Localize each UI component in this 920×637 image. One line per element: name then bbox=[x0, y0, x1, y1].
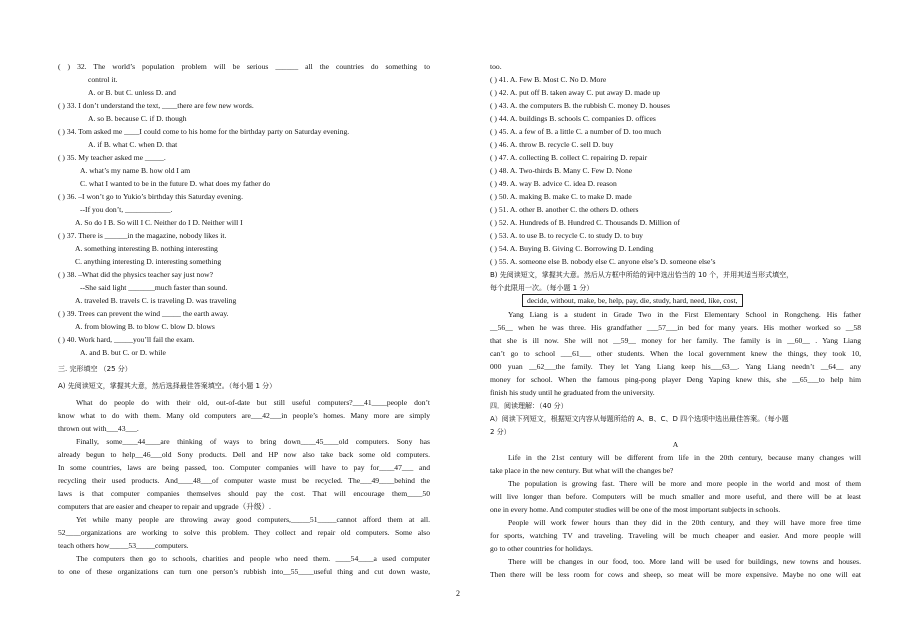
right-text-line: There will be changes in our food, too. More land will be used for buildings, new towns and houses. bbox=[508, 557, 861, 566]
right-text-line: ( ) 51. A. other B. another C. the others D. others bbox=[490, 205, 639, 214]
left-text-line: ( ) 39. Trees can prevent the wind _____ the earth away. bbox=[58, 309, 229, 318]
left-text-line: What do people do with their old, out-of-date but still useful computers?___41____people don’t bbox=[76, 398, 430, 407]
right-text-line: too. bbox=[490, 62, 502, 71]
page-number: 2 bbox=[456, 589, 460, 598]
right-text-line: B) 先阅读短文，掌握其大意。然后从方框中所给的词中选出恰当的 10 个，并用其适当形式填空， bbox=[490, 271, 794, 279]
right-text-line: ( ) 43. A. the computers B. the rubbish C. money D. houses bbox=[490, 101, 670, 110]
left-text-line: A. so B. because C. if D. though bbox=[88, 114, 187, 123]
right-text-line: will live longer than before. Computers will be much smaller and more useful, and there will be at least bbox=[490, 492, 861, 501]
left-text-line: A. from blowing B. to blow C. blow D. blows bbox=[75, 322, 215, 331]
left-text-line: thrown out with___43___. bbox=[58, 424, 139, 433]
left-text-line: laws is that computer companies themselves should pay the cost. That will encourage them____50 bbox=[58, 489, 430, 498]
left-text-line: ( ) 33. I don’t understand the text, ____there are few new words. bbox=[58, 101, 254, 110]
right-text-line: ( ) 42. A. put off B. taken away C. put away D. made up bbox=[490, 88, 661, 97]
left-text-line: 52____organizations are working to solve this problem. They collect and repair old computers. Some also bbox=[58, 528, 430, 537]
left-text-line: know what to do with them. Many old computers are___42___in people’s homes. Many more are simply bbox=[58, 411, 430, 420]
left-text-line: ( ) 38. –What did the physics teacher say just now? bbox=[58, 270, 213, 279]
left-text-line: 三. 完形填空 （25 分） bbox=[58, 365, 132, 373]
right-text-line: can’t go to school ___61___ other students. When the local government knew the things, they took 10, bbox=[490, 349, 861, 358]
left-text-line: to one of these organizations can turn one person’s rubbish into__55____useful thing and cut down waste, bbox=[58, 567, 430, 576]
left-text-line: computers that are easier and cheaper to repair and upgrade（升级）. bbox=[58, 502, 271, 511]
right-text-line: People will work fewer hours than they did in the 20th century, and they will have more free time bbox=[508, 518, 861, 527]
left-text-line: C. anything interesting D. interesting something bbox=[75, 257, 222, 266]
right-text-line: __56__ when he was three. His grandfather ___57___in bed for many years. His mother worked so __58 bbox=[490, 323, 861, 332]
right-text-line: Then there will be less room for cows and sheep, so meat will be more expensive. Maybe no one will eat bbox=[490, 570, 861, 579]
left-text-line: ( ) 32. The world’s population problem will be serious ______ all the countries do something to bbox=[58, 62, 430, 71]
left-text-line: A. what’s my name B. how old I am bbox=[80, 166, 191, 175]
right-text-line: 每个此限用一次。（每小题 1 分） bbox=[490, 284, 594, 292]
left-text-line: already begun to help__46___old Sony products. Dell and HP now also take back some old computers. bbox=[58, 450, 430, 459]
right-text-line: ( ) 41. A. Few B. Most C. No D. More bbox=[490, 75, 607, 84]
left-text-line: ( ) 34. Tom asked me ____I could come to his home for the birthday party on Saturday evening. bbox=[58, 127, 350, 136]
right-text-line: ( ) 44. A. buildings B. schools C. companies D. offices bbox=[490, 114, 656, 123]
left-text-line: Finally, some____44____are thinking of ways to bring down____45____old computers. Sony has bbox=[76, 437, 430, 446]
right-text-line: that she is ill now. She will not __59__ money for her family. The family is in __60__ . Yang Liang bbox=[490, 336, 861, 345]
left-text-line: A. traveled B. travels C. is traveling D. was traveling bbox=[75, 296, 237, 305]
left-text-line: teach others how_____53_____computers. bbox=[58, 541, 189, 550]
right-text-line: ( ) 46. A. throw B. recycle C. sell D. buy bbox=[490, 140, 614, 149]
right-text-line: Life in the 21st century will be different from life in the 20th century, because many changes will bbox=[508, 453, 861, 462]
passage-a-title: A bbox=[672, 440, 679, 449]
right-text-line: finish his study until he graduated from the university. bbox=[490, 388, 655, 397]
right-text-line: take place in the new century. But what will the changes be? bbox=[490, 466, 674, 475]
left-text-line: ( ) 37. There is ______in the magazine, nobody likes it. bbox=[58, 231, 227, 240]
left-text-line: A. So do I B. So will I C. Neither do I D. Neither will I bbox=[75, 218, 243, 227]
right-text-line: 四．阅读理解：（40 分） bbox=[490, 402, 568, 410]
right-text-line: 2 分） bbox=[490, 428, 511, 436]
right-text-line: for sports, watching TV and traveling. Traveling will be much cheaper and easier. And more people will bbox=[490, 531, 861, 540]
right-text-line: ( ) 55. A. someone else B. nobody else C. anyone else’s D. someone else’s bbox=[490, 257, 716, 266]
left-text-line: recycling their used products. And____48___of computer waste must be recycled. The___49____behind the bbox=[58, 476, 430, 485]
left-text-line: In some countries, laws are being passed, too. Computer companies will have to pay for____47___ and bbox=[58, 463, 430, 472]
left-text-line: C. what I wanted to be in the future D. what does my father do bbox=[80, 179, 271, 188]
left-text-line: A. something interesting B. nothing interesting bbox=[75, 244, 218, 253]
left-text-line: control it. bbox=[88, 75, 118, 84]
word-box: decide, without, make, be, help, pay, die, study, hard, need, like, cost, bbox=[522, 294, 743, 307]
left-text-line: The computers then go to schools, charities and people who need them. ____54____a used computer bbox=[76, 554, 430, 563]
left-text-line: A. and B. but C. or D. while bbox=[80, 348, 166, 357]
left-text-line: A. or B. but C. unless D. and bbox=[88, 88, 176, 97]
right-text-line: ( ) 48. A. Two-thirds B. Many C. Few D. None bbox=[490, 166, 633, 175]
right-text-line: Yang Liang is a student in Grade Two in the First Elementary School in Rongcheng. His father bbox=[508, 310, 861, 319]
left-text-line: --She said light _______much faster than sound. bbox=[80, 283, 228, 292]
right-text-line: ( ) 50. A. making B. make C. to make D. made bbox=[490, 192, 632, 201]
left-text-line: A) 先阅读短文，掌握其大意，然后选择最佳答案填空。（每小题 1 分） bbox=[58, 382, 277, 390]
left-text-line: --If you don’t, ____________. bbox=[80, 205, 173, 214]
right-text-line: The population is growing fast. There will be more and more people in the world and most of them bbox=[508, 479, 861, 488]
right-text-line: ( ) 49. A. way B. advice C. idea D. reason bbox=[490, 179, 617, 188]
right-text-line: ( ) 47. A. collecting B. collect C. repairing D. repair bbox=[490, 153, 648, 162]
left-text-line: A. if B. what C. when D. that bbox=[88, 140, 178, 149]
left-text-line: ( ) 40. Work hard, _____you’ll fail the exam. bbox=[58, 335, 195, 344]
right-text-line: A）阅读下列短文，根据短文内容从每题所给的 A、B、C、D 四个选项中选出最佳答案。（每小题 bbox=[490, 415, 789, 423]
right-text-line: money for school. When the famous ping-pong player Deng Yaping knew this, she __65___to help him bbox=[490, 375, 861, 384]
right-text-line: ( ) 52. A. Hundreds of B. Hundred C. Thousands D. Million of bbox=[490, 218, 680, 227]
right-text-line: ( ) 53. A. to use B. to recycle C. to study D. to buy bbox=[490, 231, 643, 240]
left-text-line: Yet while many people are throwing away good computers,_____51_____cannot afford them at all. bbox=[76, 515, 430, 524]
left-text-line: ( ) 35. My teacher asked me _____. bbox=[58, 153, 166, 162]
left-text-line: ( ) 36. –I won’t go to Yukio’s birthday this Saturday evening. bbox=[58, 192, 243, 201]
right-text-line: go to other countries for holidays. bbox=[490, 544, 593, 553]
right-text-line: one in every home. And computer studies will be one of the most important subjects in schools. bbox=[490, 505, 781, 514]
right-text-line: 000 yuan __62___the family. They let Yang Liang keep his___63__. Yang Liang needn’t __64__ any bbox=[490, 362, 861, 371]
right-text-line: ( ) 45. A. a few of B. a little C. a number of D. too much bbox=[490, 127, 662, 136]
right-text-line: ( ) 54. A. Buying B. Giving C. Borrowing D. Lending bbox=[490, 244, 654, 253]
